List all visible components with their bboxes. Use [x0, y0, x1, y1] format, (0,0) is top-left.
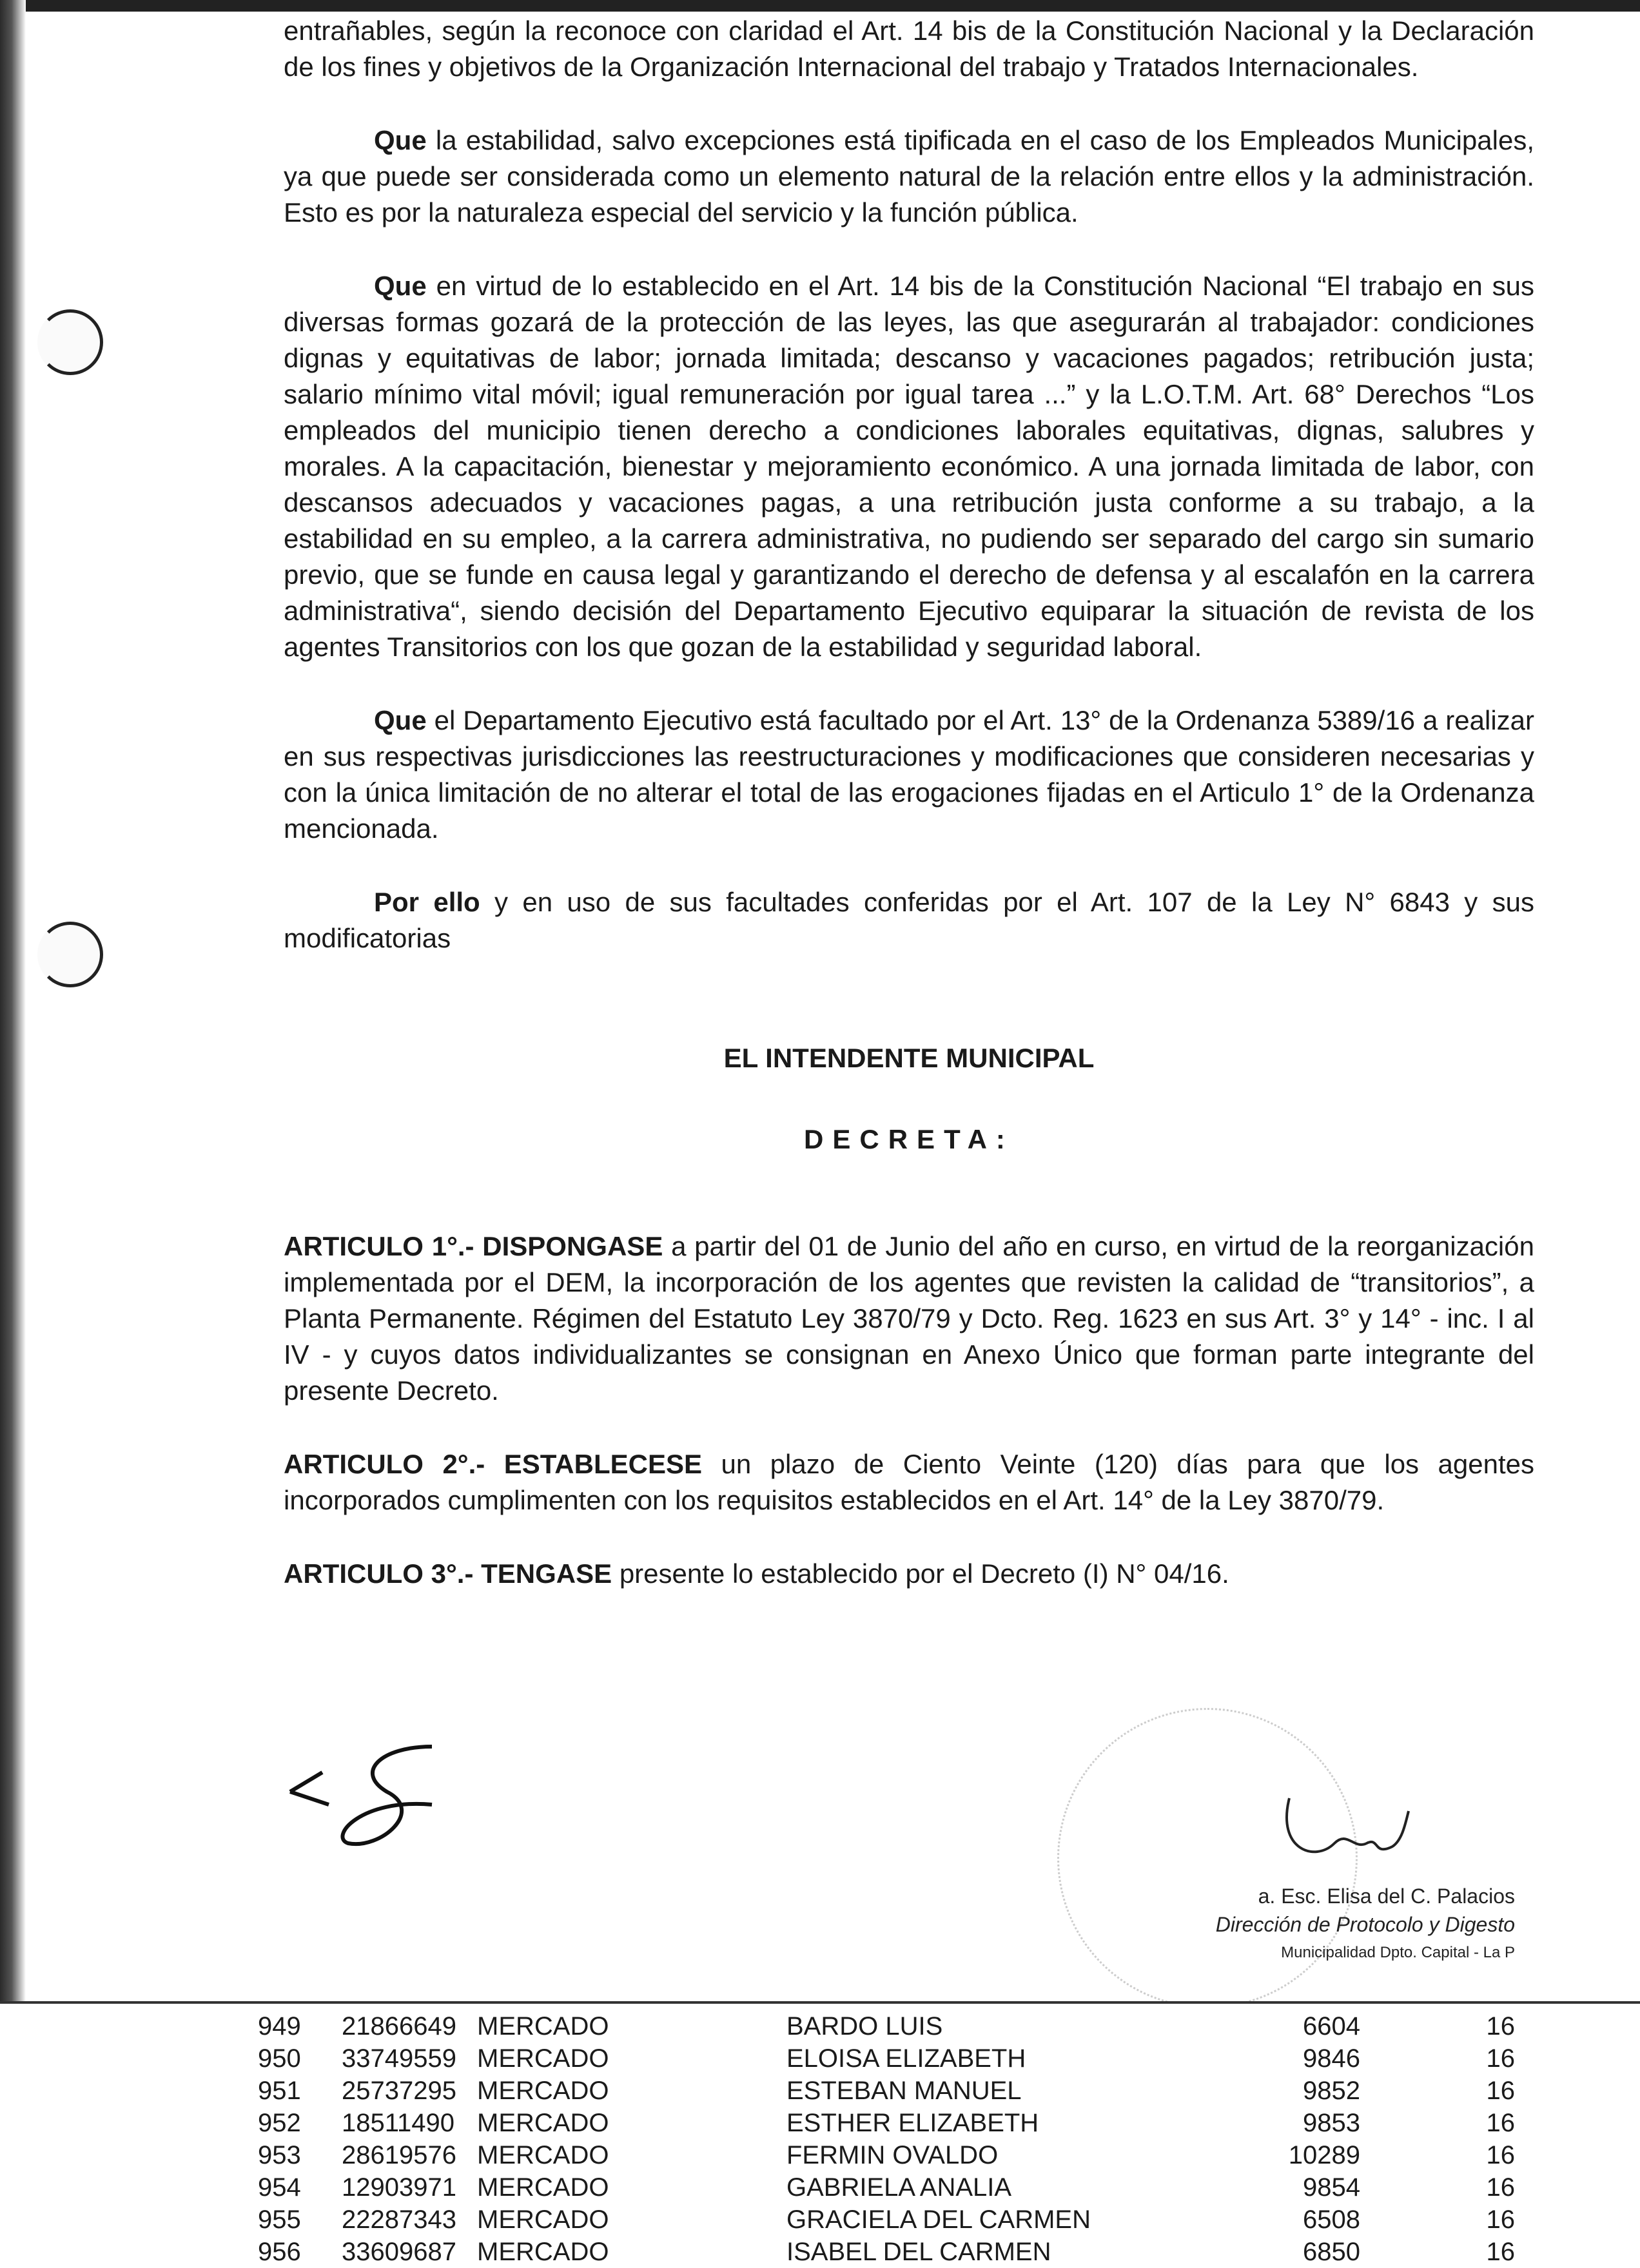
paragraph-que-1: Que la estabilidad, salvo excepciones está tipificada en el caso de los Empleados Municipales, ya que puede ser considerada como un elemento natural de la relación entre ellos y la administración. Esto es por la naturaleza especial del servicio y la función pública.: [284, 125, 1534, 228]
row-code: 6850: [1303, 2238, 1360, 2266]
article-2: ARTICULO 2°.- ESTABLECESE un plazo de Ciento Veinte (120) días para que los agentes incorporados cumplimenten con los requisitos establecidos en el Art. 14° de la Ley 3870/79.: [284, 1449, 1534, 1515]
table-row: [258, 2139, 1515, 2171]
row-area: MERCADO: [477, 2205, 609, 2234]
handwritten-initials: [284, 1734, 477, 1863]
row-dni: 33749559: [342, 2044, 456, 2073]
punch-hole-middle: [37, 922, 103, 987]
table-row: [258, 2042, 1515, 2075]
row-number: 952: [258, 2109, 301, 2137]
official-seal: [1212, 1882, 1515, 1967]
row-code: 10289: [1288, 2141, 1360, 2169]
row-category: 16: [1486, 2044, 1515, 2073]
row-number: 950: [258, 2044, 301, 2073]
row-category: 16: [1486, 2141, 1515, 2169]
row-code: 9853: [1303, 2109, 1360, 2137]
handwritten-signature: [1264, 1772, 1431, 1875]
row-name: ESTEBAN MANUEL: [786, 2077, 1022, 2105]
seal-line-2: Dirección de Protocolo y Digesto: [1215, 1913, 1515, 1936]
row-name: GRACIELA DEL CARMEN: [786, 2205, 1091, 2234]
row-category: 16: [1486, 2012, 1515, 2040]
row-category: 16: [1486, 2205, 1515, 2234]
row-dni: 33609687: [342, 2238, 456, 2266]
row-number: 953: [258, 2141, 301, 2169]
row-dni: 28619576: [342, 2141, 456, 2169]
row-category: 16: [1486, 2109, 1515, 2137]
row-area: MERCADO: [477, 2238, 609, 2266]
row-area: MERCADO: [477, 2173, 609, 2202]
row-code: 6508: [1303, 2205, 1360, 2234]
row-category: 16: [1486, 2077, 1515, 2105]
row-dni: 22287343: [342, 2205, 456, 2234]
row-name: GABRIELA ANALIA: [786, 2173, 1012, 2202]
table-row: [258, 2204, 1515, 2236]
row-area: MERCADO: [477, 2141, 609, 2169]
table-row: [258, 2107, 1515, 2139]
row-name: ISABEL DEL CARMEN: [786, 2238, 1051, 2266]
row-dni: 18511490: [342, 2109, 454, 2137]
row-area: MERCADO: [477, 2044, 609, 2073]
decree-page: [284, 13, 1534, 1592]
row-dni: 21866649: [342, 2012, 456, 2040]
row-code: 9854: [1303, 2173, 1360, 2202]
row-dni: 12903971: [342, 2173, 456, 2202]
table-row: [258, 2075, 1515, 2107]
paragraph-intro: entrañables, según la reconoce con claridad el Art. 14 bis de la Constitución Nacional y la Declaración de los fines y objetivos de la Organización Internacional del trabajo y Tratados Internacionales.: [284, 15, 1534, 82]
table-row: [258, 2171, 1515, 2204]
decreta-heading: DECRETA:: [804, 1124, 1014, 1154]
row-name: BARDO LUIS: [786, 2012, 943, 2040]
row-category: 16: [1486, 2173, 1515, 2202]
row-area: MERCADO: [477, 2109, 609, 2137]
table-row: [258, 2010, 1515, 2042]
paragraph-que-3: Que el Departamento Ejecutivo está facultado por el Art. 13° de la Ordenanza 5389/16 a realizar en sus respectivas jurisdicciones las reestructuraciones y modificaciones que consideren necesarias y con la única limitación de no alterar el total de las erogaciones fijadas en el Articulo 1° de la Ordenanza mencionada.: [284, 705, 1534, 844]
annex-sheet: [0, 2001, 1640, 2266]
row-code: 9852: [1303, 2077, 1360, 2105]
paragraph-que-2: Que en virtud de lo establecido en el Art. 14 bis de la Constitución Nacional “El trabajo en sus diversas formas gozará de la protección de las leyes, las que asegurarán al trabajador: condiciones dignas y equitativas de labor; jornada limitada; descanso y vacaciones pagados; retribución justa; salario mínimo vital móvil; igual remuneración por igual tarea ...” y la L.O.T.M. Art. 68° Derechos “Los empleados del municipio tienen derecho a condiciones laborales equitativas, dignas, salubres y morales. A la capacitación, bienestar y mejoramiento económico. A una jornada limitada de labor, con descansos adecuados y vacaciones pagas, a una retribución justa conforme a su trabajo, a la estabilidad en su empleo, a la carrera administrativa, no pudiendo ser separado del cargo sin sumario previo, que se funde en causa legal y garantizando el derecho de defensa y al escalafón en la carrera administrativa“, siendo decisión del Departamento Ejecutivo equiparar la situación de revista de los agentes Transitorios con los que gozan de la estabilidad y seguridad laboral.: [284, 271, 1534, 662]
row-name: FERMIN OVALDO: [786, 2141, 999, 2169]
row-number: 955: [258, 2205, 301, 2234]
scan-top-edge: [0, 0, 1640, 12]
article-3: ARTICULO 3°.- TENGASE presente lo establecido por el Decreto (I) N° 04/16.: [284, 1558, 1229, 1589]
row-area: MERCADO: [477, 2077, 609, 2105]
row-number: 949: [258, 2012, 301, 2040]
article-1: ARTICULO 1°.- DISPONGASE a partir del 01 de Junio del año en curso, en virtud de la reorganización implementada por el DEM, la incorporación de los agentes que revisten la calidad de “transitorios”, a Planta Permanente. Régimen del Estatuto Ley 3870/79 y Dcto. Reg. 1623 en sus Art. 3° y 14° - inc. I al IV - y cuyos datos individualizantes se consignan en Anexo Único que forman parte integrante del presente Decreto.: [284, 1231, 1534, 1406]
seal-line-1: a. Esc. Elisa del C. Palacios: [1258, 1885, 1515, 1908]
scan-left-edge: [0, 0, 26, 2258]
seal-line-3: Municipalidad Dpto. Capital - La P: [1281, 1944, 1515, 1961]
row-code: 9846: [1303, 2044, 1360, 2073]
paragraph-por-ello: Por ello y en uso de sus facultades conferidas por el Art. 107 de la Ley N° 6843 y sus modificatorias: [284, 887, 1534, 953]
row-name: ESTHER ELIZABETH: [786, 2109, 1039, 2137]
row-number: 954: [258, 2173, 301, 2202]
row-number: 956: [258, 2238, 301, 2266]
row-code: 6604: [1303, 2012, 1360, 2040]
row-name: ELOISA ELIZABETH: [786, 2044, 1026, 2073]
punch-hole-top: [37, 309, 103, 375]
row-number: 951: [258, 2077, 301, 2105]
row-category: 16: [1486, 2238, 1515, 2266]
authority-heading: EL INTENDENTE MUNICIPAL: [723, 1043, 1095, 1073]
row-area: MERCADO: [477, 2012, 609, 2040]
row-dni: 25737295: [342, 2077, 456, 2105]
annex-table: [258, 2010, 1515, 2268]
table-row: [258, 2236, 1515, 2268]
